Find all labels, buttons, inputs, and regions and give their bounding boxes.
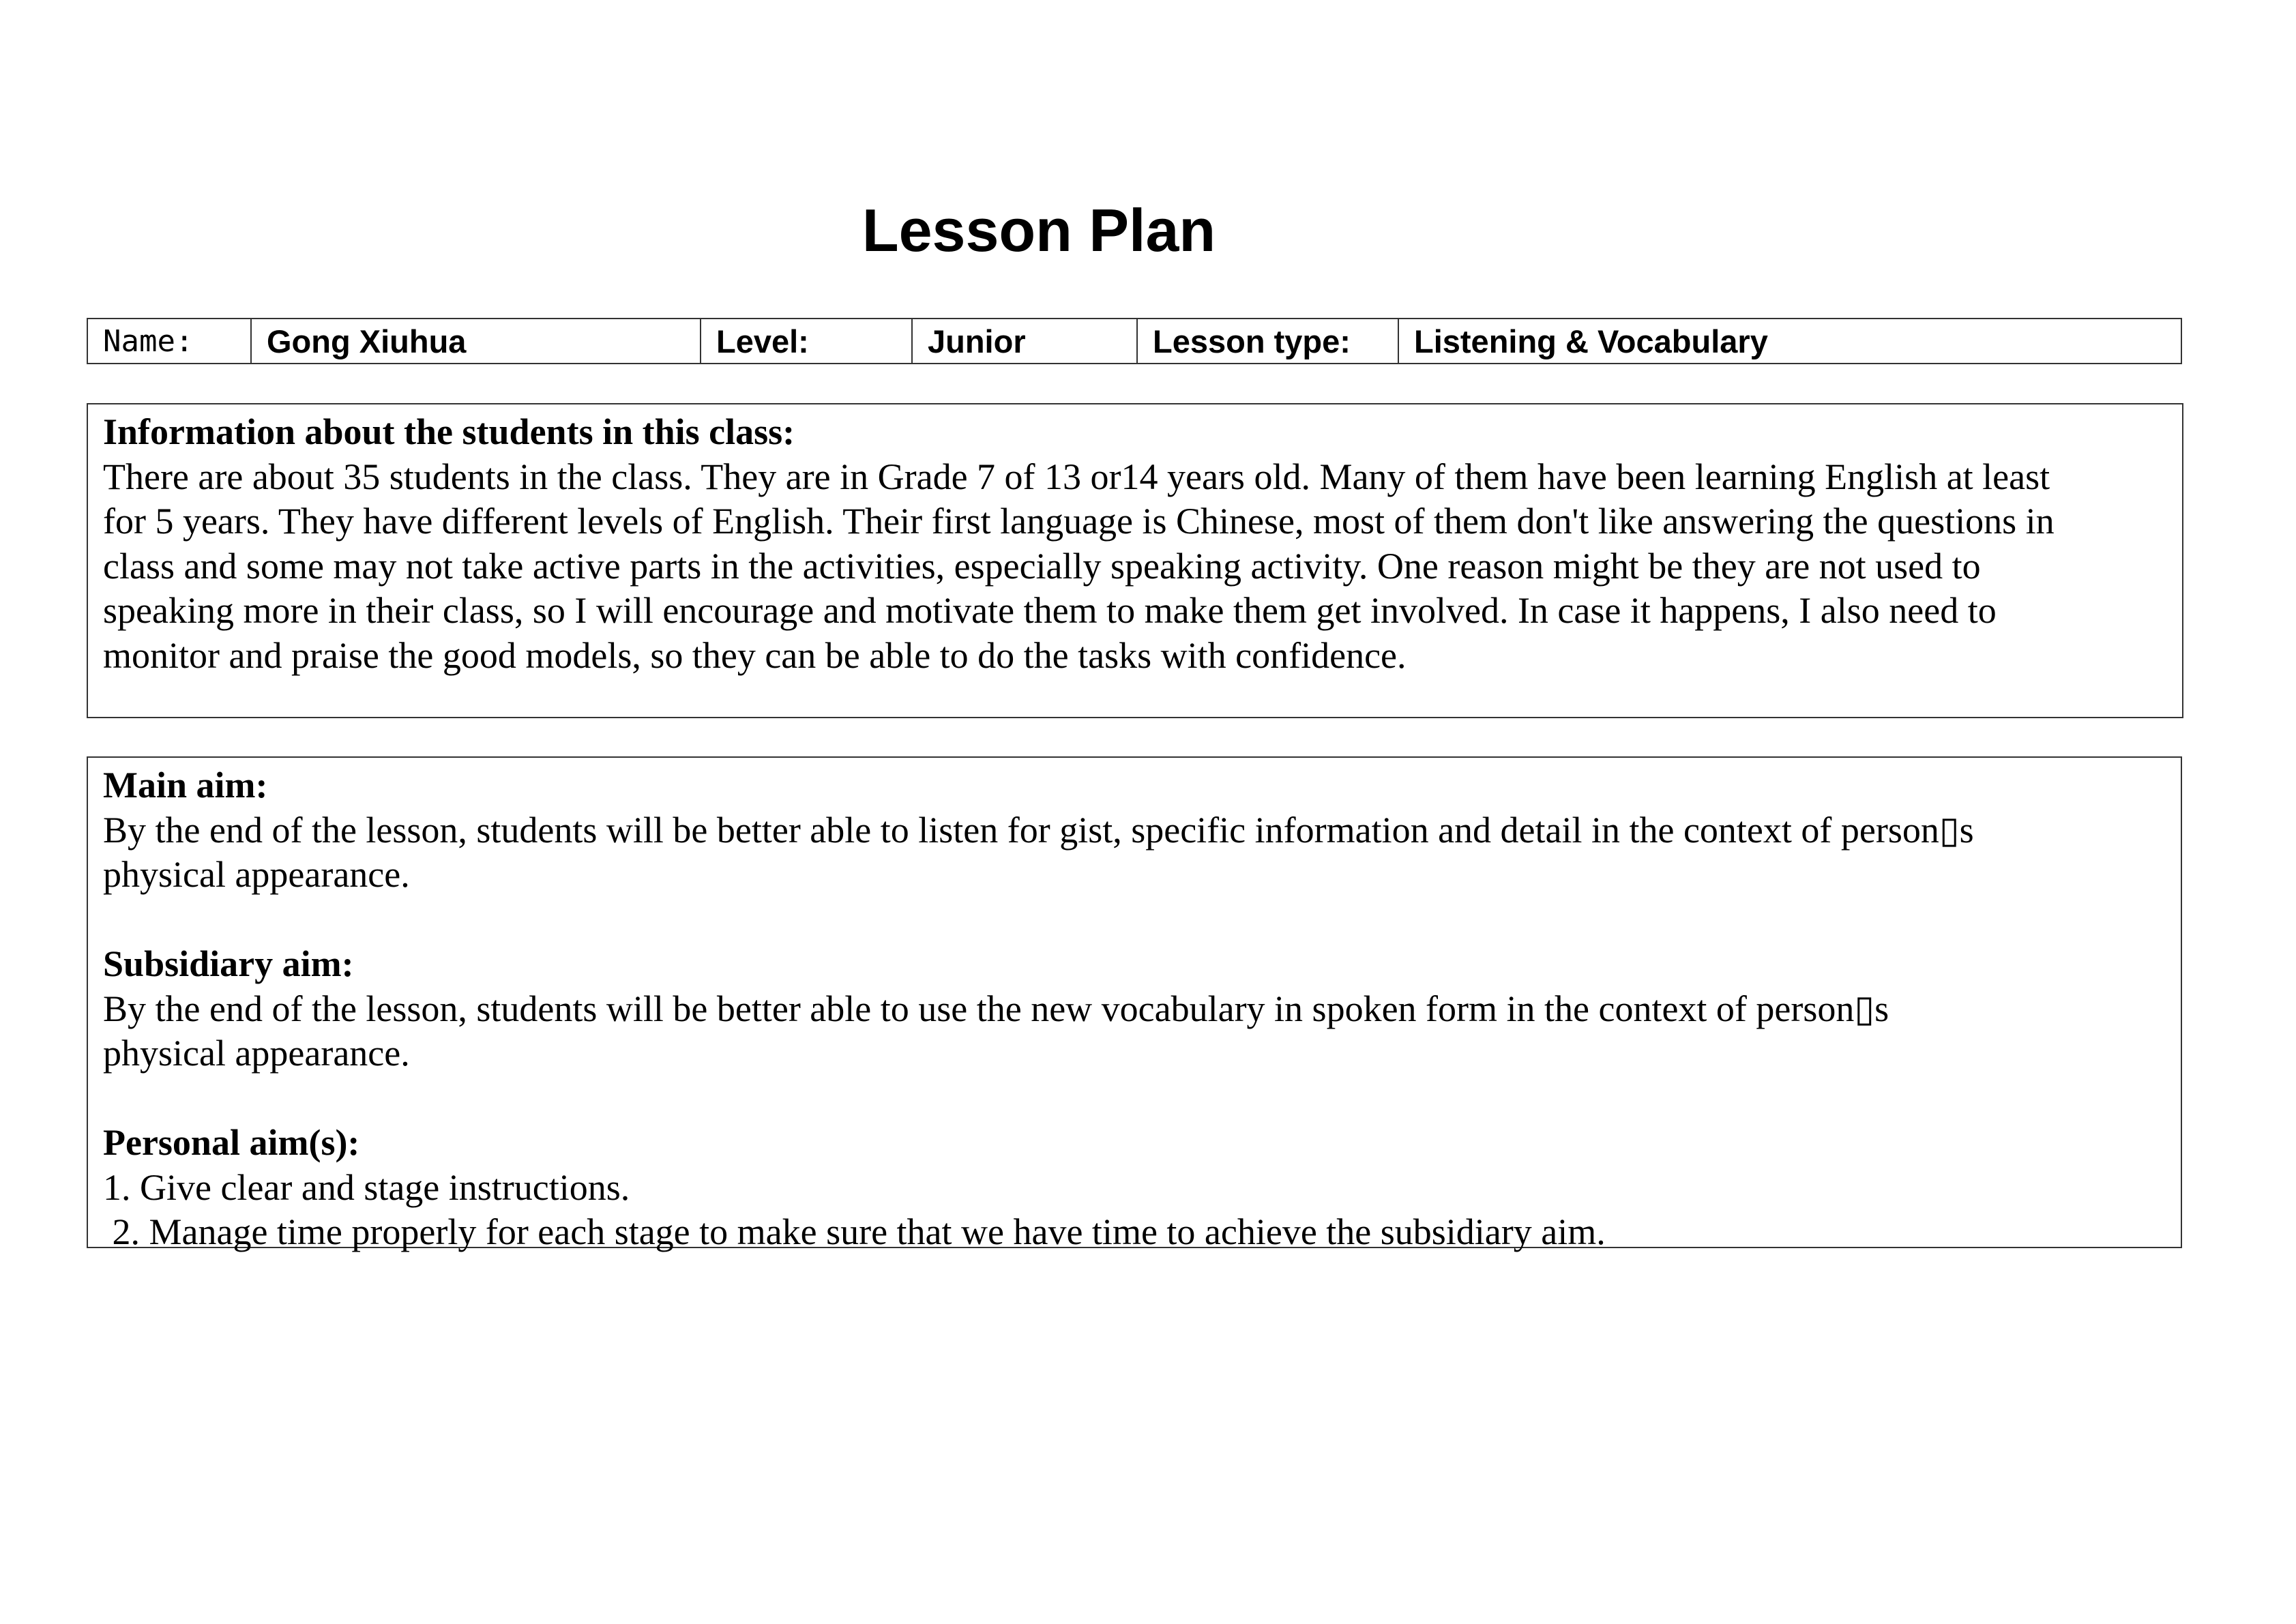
students-info-line-1: There are about 35 students in the class. They are in Grade 7 of 13 or14 years old. Many of them have been learning English at least	[103, 456, 2050, 497]
students-info-heading: Information about the students in this class:	[103, 411, 795, 452]
students-info-line-3: class and some may not take active parts in the activities, especially speaking activity. One reason might be they are not used to	[103, 545, 1981, 587]
students-info-box	[87, 403, 2183, 718]
spacer	[103, 1076, 2166, 1121]
name-label: Name:	[87, 319, 251, 364]
subsidiary-aim-line-1: By the end of the lesson, students will be better able to use the new vocabulary in spoken form in the context of person▯s	[103, 988, 1889, 1029]
main-aim-line-1: By the end of the lesson, students will be better able to listen for gist, specific information and detail in the context of person▯s	[103, 809, 1974, 851]
personal-aim-2: 2. Manage time properly for each stage to make sure that we have time to achieve the subsidiary aim.	[103, 1211, 1606, 1252]
students-info-line-4: speaking more in their class, so I will encourage and motivate them to make them get involved. In case it happens, I also need to	[103, 590, 1997, 631]
subsidiary-aim-line-2: physical appearance.	[103, 1033, 410, 1074]
main-aim-line-2: physical appearance.	[103, 854, 410, 895]
personal-aims-heading: Personal aim(s):	[103, 1122, 360, 1163]
spacer	[103, 898, 2166, 943]
header-row	[87, 319, 2181, 364]
students-info-line-5: monitor and praise the good models, so they can be able to do the tasks with confidence.	[103, 634, 1407, 676]
lesson-type-label: Lesson type:	[1137, 319, 1398, 364]
main-aim-heading: Main aim:	[103, 765, 268, 806]
lesson-header-table	[87, 318, 2182, 364]
lesson-type-value: Listening & Vocabulary	[1398, 319, 2181, 364]
aims-box	[87, 756, 2182, 1252]
students-info-line-2: for 5 years. They have different levels of English. Their first language is Chinese, most of them don't like answering the questions in	[103, 501, 2055, 542]
level-label: Level:	[701, 319, 912, 364]
page-title: Lesson Plan	[862, 196, 1216, 264]
subsidiary-aim-heading: Subsidiary aim:	[103, 943, 354, 984]
name-value: Gong Xiuhua	[251, 319, 701, 364]
level-value: Junior	[912, 319, 1137, 364]
personal-aim-1: 1. Give clear and stage instructions.	[103, 1166, 630, 1208]
